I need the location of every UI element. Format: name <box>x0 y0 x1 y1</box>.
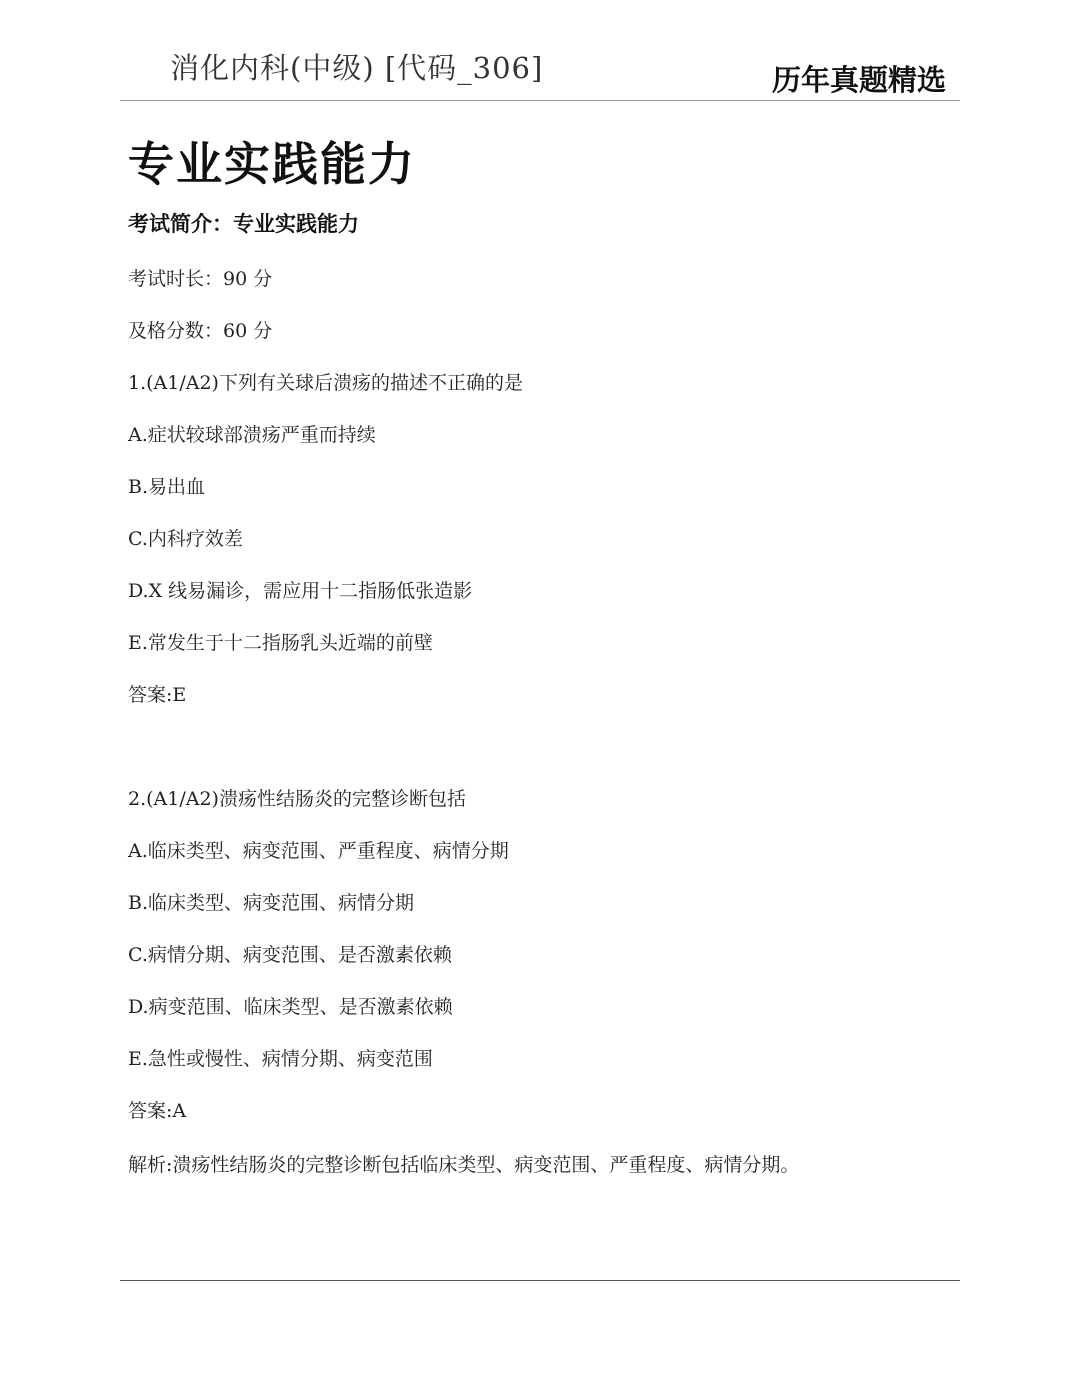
question-1-stem: 1.(A1/A2)下列有关球后溃疡的描述不正确的是 <box>128 372 523 394</box>
exam-intro-label: 考试简介：专业实践能力 <box>128 212 359 236</box>
question-1-option-b: B.易出血 <box>128 476 206 498</box>
question-1-option-c: C.内科疗效差 <box>128 528 243 550</box>
footer-divider <box>120 1280 960 1281</box>
question-2-stem: 2.(A1/A2)溃疡性结肠炎的完整诊断包括 <box>128 788 466 810</box>
question-1-option-d: D.X 线易漏诊，需应用十二指肠低张造影 <box>128 580 473 602</box>
question-1-answer: 答案:E <box>128 684 187 706</box>
question-2-option-b: B.临床类型、病变范围、病情分期 <box>128 892 415 914</box>
exam-duration: 考试时长：90 分 <box>128 268 273 290</box>
question-2-option-e: E.急性或慢性、病情分期、病变范围 <box>128 1048 433 1070</box>
header-right-text: 历年真题精选 <box>771 63 946 97</box>
question-2-analysis: 解析:溃疡性结肠炎的完整诊断包括临床类型、病变范围、严重程度、病情分期。 <box>128 1154 800 1176</box>
header-left-text: 消化内科(中级) [代码_306] <box>170 51 544 85</box>
question-2-option-a: A.临床类型、病变范围、严重程度、病情分期 <box>128 840 509 862</box>
question-2-answer: 答案:A <box>128 1100 187 1122</box>
question-1-option-e: E.常发生于十二指肠乳头近端的前壁 <box>128 632 433 654</box>
question-2-option-d: D.病变范围、临床类型、是否激素依赖 <box>128 996 453 1018</box>
page-title: 专业实践能力 <box>128 137 416 191</box>
question-1-option-a: A.症状较球部溃疡严重而持续 <box>128 424 376 446</box>
header-divider <box>120 100 960 101</box>
question-2-option-c: C.病情分期、病变范围、是否激素依赖 <box>128 944 452 966</box>
exam-pass-score: 及格分数：60 分 <box>128 320 273 342</box>
